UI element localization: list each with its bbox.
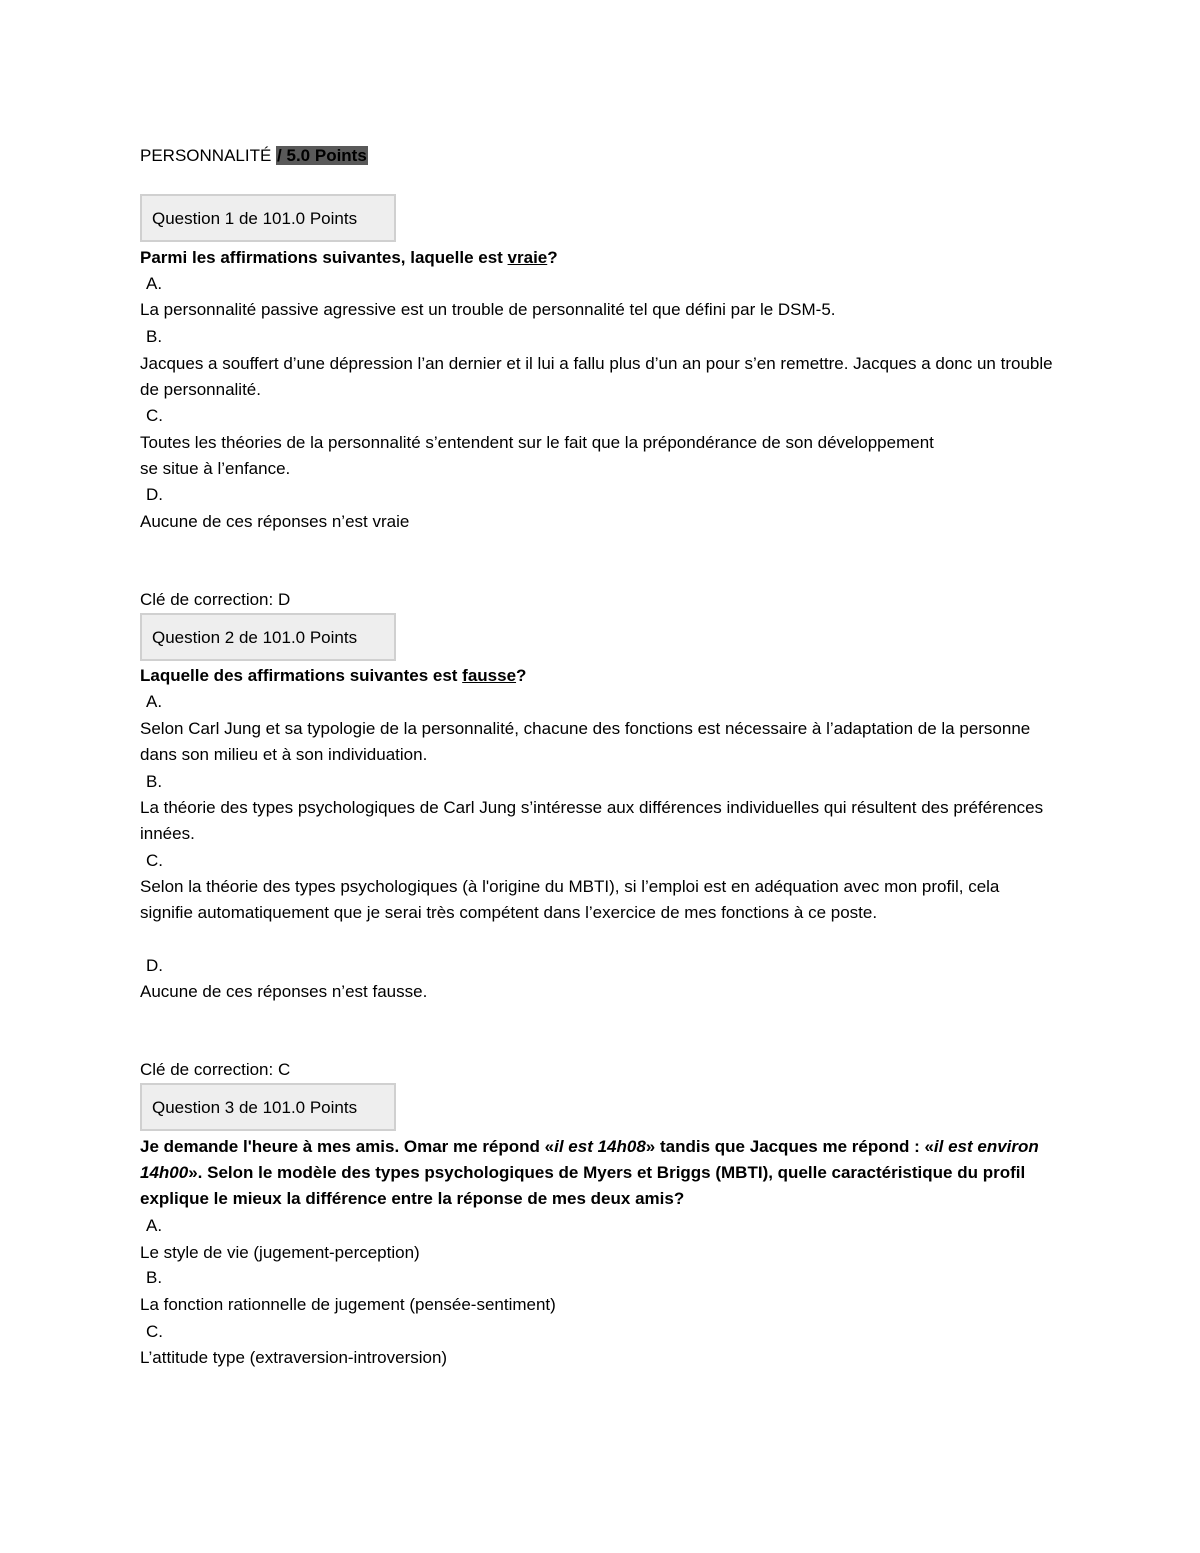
question-3-option-c-letter: C. [146,1322,163,1341]
question-2-prompt: Laquelle des affirmations suivantes est fausse? [140,666,527,685]
question-2-option-b-letter: B. [146,772,163,791]
question-1-option-b-text: Jacques a souffert d’une dépression l’an dernier et il lui a fallu plus d’un an pour s’en remettre. Jacques a donc un trouble de personnalité. [140,354,1053,399]
section-title: PERSONNALITÉ [140,146,272,165]
question-1-option-d-letter: D. [146,485,163,504]
question-3-option-b-letter: B. [146,1268,163,1287]
question-3-label: Question 3 de 101.0 Points [152,1098,358,1117]
question-1-option-c-text: Toutes les théories de la personnalité s’entendent sur le fait que la prépondérance de son développement se situe à l’enfance. [140,433,934,478]
question-2-option-a-text: Selon Carl Jung et sa typologie de la personnalité, chacune des fonctions est nécessaire à l’adaptation de la personne dans son milieu et à son individuation. [140,719,1031,764]
question-1-label: Question 1 de 101.0 Points [152,209,358,228]
section-header [140,143,368,169]
question-3-option-b-text: La fonction rationnelle de jugement (pensée-sentiment) [140,1295,556,1314]
question-2-option-d-text: Aucune de ces réponses n’est fausse. [140,982,428,1001]
section-points: / 5.0 Points [277,146,367,165]
question-1-prompt: Parmi les affirmations suivantes, laquelle est vraie? [140,248,558,267]
question-3-option-a-letter: A. [146,1216,163,1235]
question-2-box [140,613,396,661]
question-1-option-b-letter: B. [146,327,163,346]
question-2-label: Question 2 de 101.0 Points [152,628,358,647]
question-3-option-a-text: Le style de vie (jugement-perception) [140,1243,420,1262]
question-1-option-c-letter: C. [146,406,163,425]
question-1-option-a-letter: A. [146,274,163,293]
question-1-box [140,194,396,242]
question-2-answer-key: Clé de correction: C [140,1060,291,1079]
question-1-option-a-text: La personnalité passive agressive est un trouble de personnalité tel que défini par le DSM-5. [140,300,836,319]
question-3-box [140,1083,396,1131]
question-3-prompt: Je demande l'heure à mes amis. Omar me répond «il est 14h08» tandis que Jacques me répond : «il est environ 14h00». Selon le modèle des types psychologiques de Myers et Briggs (MBTI), quelle caractéristique du profil explique le mieux la différence entre la réponse de mes deux amis? [140,1137,1039,1208]
question-2-option-d-letter: D. [146,956,163,975]
question-2-option-c-text: Selon la théorie des types psychologiques (à l'origine du MBTI), si l’emploi est en adéquation avec mon profil, cela signifie automatiquement que je serai très compétent dans l’exercice de mes fonctions à ce poste. [140,877,1000,922]
question-1-option-d-text: Aucune de ces réponses n’est vraie [140,512,410,531]
question-2-option-a-letter: A. [146,692,163,711]
question-1-answer-key: Clé de correction: D [140,590,291,609]
question-2-option-c-letter: C. [146,851,163,870]
question-2-option-b-text: La théorie des types psychologiques de Carl Jung s’intéresse aux différences individuelles qui résultent des préférences innées. [140,798,1044,843]
question-3-option-c-text: L’attitude type (extraversion-introversion) [140,1348,448,1367]
